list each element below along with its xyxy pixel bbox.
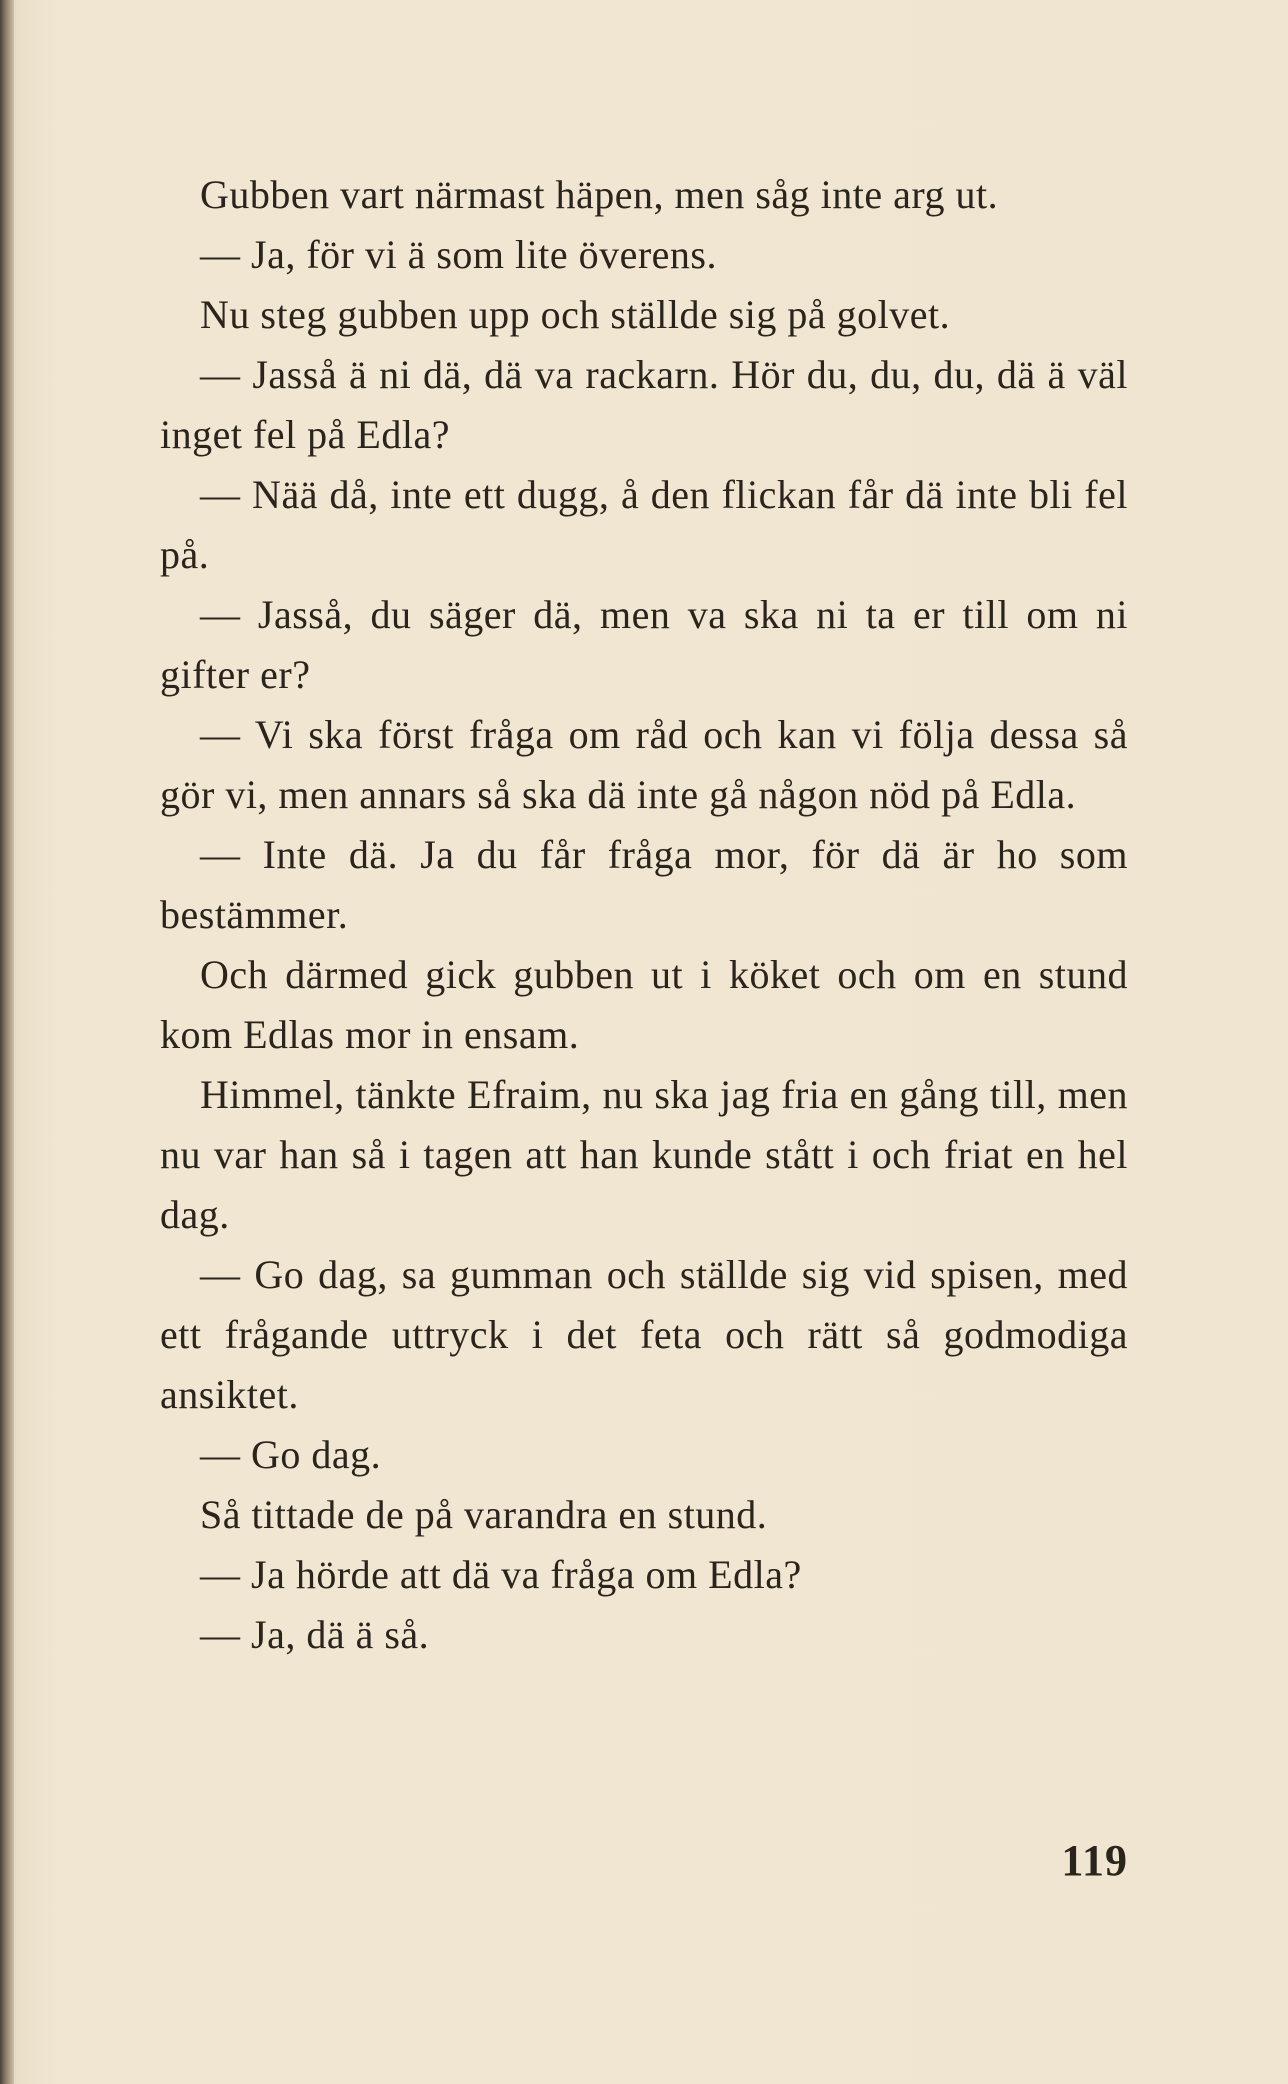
- paragraph-15: — Ja, dä ä så.: [200, 1612, 430, 1657]
- body-text: [160, 165, 1128, 1665]
- paragraph-7: — Vi ska först fråga om råd och kan vi följa dessa så gör vi, men annars så ska dä inte gå någon nöd på Edla.: [160, 712, 1128, 817]
- paragraph-11: — Go dag, sa gumman och ställde sig vid spisen, med ett frågande uttryck i det feta och rätt så godmodiga ansiktet.: [160, 1252, 1128, 1417]
- paragraph-13: Så tittade de på varandra en stund.: [200, 1492, 768, 1537]
- paragraph-3: Nu steg gubben upp och ställde sig på golvet.: [200, 292, 951, 337]
- paragraph-1: Gubben vart närmast häpen, men såg inte arg ut.: [200, 172, 999, 217]
- paragraph-2: — Ja, för vi ä som lite överens.: [200, 232, 717, 277]
- page-number: 119: [1061, 1836, 1128, 1885]
- paragraph-10: Himmel, tänkte Efraim, nu ska jag fria en gång till, men nu var han så i tagen att han kunde stått i och friat en hel dag.: [160, 1072, 1128, 1237]
- paragraph-4: — Jasså ä ni dä, dä va rackarn. Hör du, du, du, dä ä väl inget fel på Edla?: [160, 352, 1128, 457]
- paragraph-6: — Jasså, du säger dä, men va ska ni ta er till om ni gifter er?: [160, 592, 1128, 697]
- paragraph-8: — Inte dä. Ja du får fråga mor, för dä är ho som bestämmer.: [160, 832, 1128, 937]
- paragraph-5: — Nää då, inte ett dugg, å den flickan får dä inte bli fel på.: [160, 472, 1128, 577]
- paragraph-9: Och därmed gick gubben ut i köket och om en stund kom Edlas mor in ensam.: [160, 952, 1128, 1057]
- book-spine-edge: [0, 0, 14, 2084]
- paragraph-14: — Ja hörde att dä va fråga om Edla?: [200, 1552, 802, 1597]
- paragraph-12: — Go dag.: [200, 1432, 382, 1477]
